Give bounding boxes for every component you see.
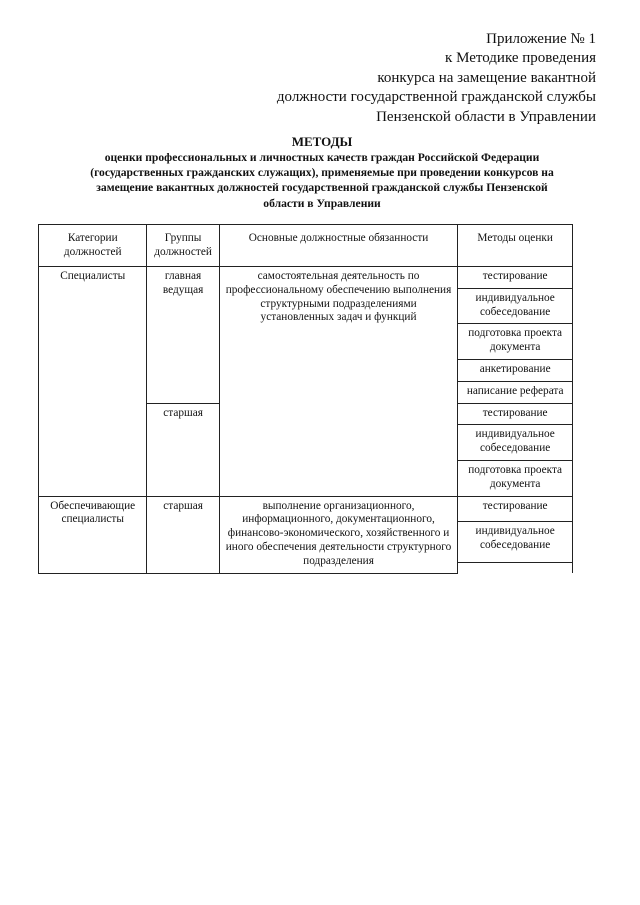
category-cell: Специалисты <box>39 267 147 497</box>
title-line: замещение вакантных должностей государственной гражданской службы Пензенской <box>96 181 548 195</box>
method-cell: индивидуальное собеседование <box>458 425 573 461</box>
appendix-header <box>277 30 596 127</box>
title-main: МЕТОДЫ <box>291 134 353 149</box>
method-cell: подготовка проекта документа <box>458 324 573 360</box>
appendix-line: конкурса на замещение вакантной <box>377 69 596 86</box>
header-duties: Основные должностные обязанности <box>219 225 458 267</box>
header-group: Группы должностей <box>147 225 219 267</box>
method-cell: индивидуальное собеседование <box>458 521 573 562</box>
title-line: (государственных гражданских служащих), применяемые при проведении конкурсов на <box>90 166 554 180</box>
method-cell: тестирование <box>458 496 573 521</box>
method-cell: тестирование <box>458 267 573 289</box>
appendix-line: должности государственной гражданской службы <box>276 89 596 106</box>
appendix-line: к Методике проведения <box>445 50 596 67</box>
header-methods: Методы оценки <box>458 225 573 267</box>
document-title <box>40 134 604 211</box>
table-header-row <box>39 225 573 267</box>
title-line: оценки профессиональных и личностных качеств граждан Российской Федерации <box>104 151 540 164</box>
duties-cell: выполнение организационного, информационного, документационного, финансово-экономического, хозяйственного и иного обеспечения деятельности структурного подразделения <box>219 496 458 573</box>
table-row <box>39 267 573 289</box>
group-cell: старшая <box>147 496 219 573</box>
title-line: области в Управлении <box>263 196 381 210</box>
methods-table <box>38 224 573 574</box>
group-cell: старшая <box>147 403 219 496</box>
duties-cell: самостоятельная деятельность по профессиональному обеспечению выполнения структурными подразделениями установленных задач и функций <box>219 267 458 497</box>
method-cell: написание реферата <box>458 381 573 403</box>
method-cell: анкетирование <box>458 359 573 381</box>
appendix-line: Приложение № 1 <box>486 31 596 47</box>
header-category: Категории должностей <box>39 225 147 267</box>
method-cell: индивидуальное собеседование <box>458 288 573 324</box>
appendix-line: Пензенской области в Управлении <box>376 108 596 125</box>
group-cell: главная ведущая <box>147 267 219 404</box>
method-cell: подготовка проекта документа <box>458 460 573 496</box>
method-cell-empty <box>458 563 573 574</box>
method-cell: тестирование <box>458 403 573 425</box>
table-row <box>39 496 573 521</box>
category-cell: Обеспечивающие специалисты <box>39 496 147 573</box>
